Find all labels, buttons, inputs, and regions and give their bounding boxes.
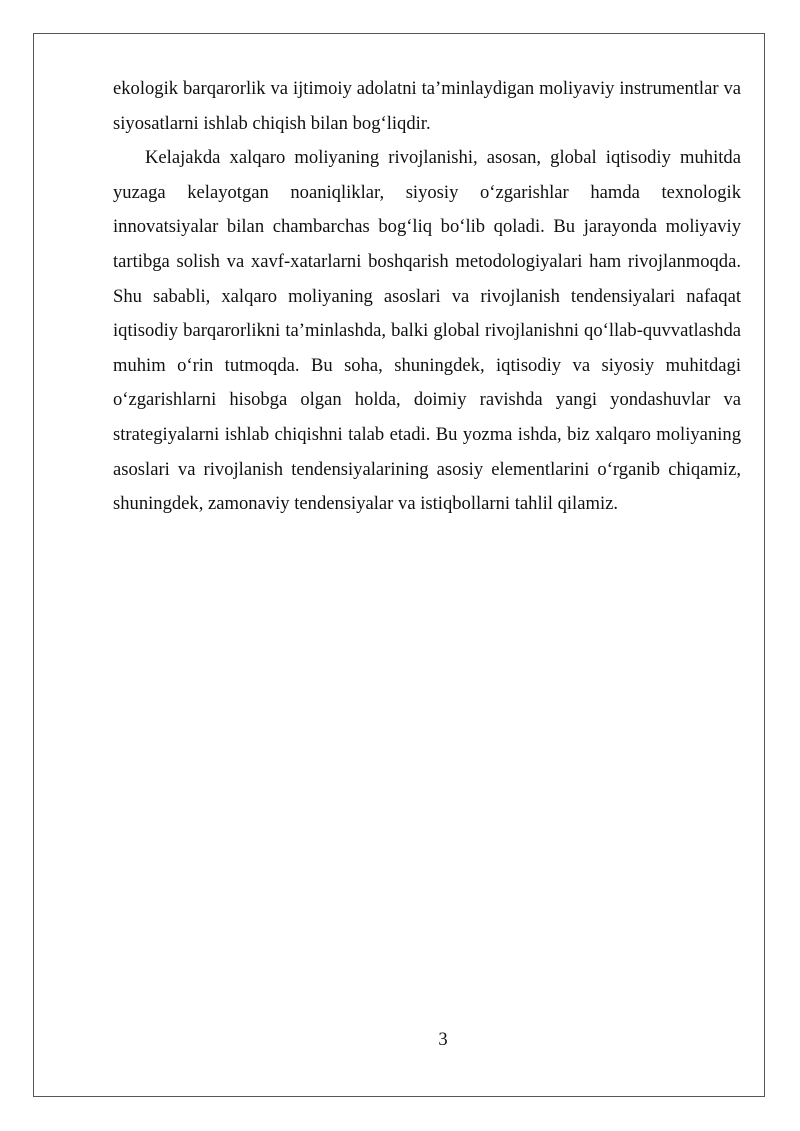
body-text [113, 72, 741, 522]
paragraph-continued: ekologik barqarorlik va ijtimoiy adolatni ta’minlaydigan moliyaviy instrumentlar va siyosatlarni ishlab chiqish bilan bog‘liqdir. [113, 78, 741, 134]
paragraph: Kelajakda xalqaro moliyaning rivojlanishi, asosan, global iqtisodiy muhitda yuzaga kelayotgan noaniqliklar, siyosiy o‘zgarishlar hamda texnologik innovatsiyalar bilan chambarchas bog‘liq bo‘lib qoladi. Bu jarayonda moliyaviy tartibga solish va xavf-xatarlarni boshqarish metodologiyalari ham rivojlanmoqda. Shu sababli, xalqaro moliyaning asoslari va rivojlanish tendensiyalari nafaqat iqtisodiy barqarorlikni ta’minlashda, balki global rivojlanishni qo‘llab-quvvatlashda muhim o‘rin tutmoqda. Bu soha, shuningdek, iqtisodiy va siyosiy muhitdagi o‘zgarishlarni hisobga olgan holda, doimiy ravishda yangi yondashuvlar va strategiyalarni ishlab chiqishni talab etadi. Bu yozma ishda, biz xalqaro moliyaning asoslari va rivojlanish tendensiyalarining asosiy elementlarini o‘rganib chiqamiz, shuningdek, zamonaviy tendensiyalar va istiqbollarni tahlil qilamiz. [113, 147, 741, 515]
page-number: 3 [438, 1029, 448, 1050]
